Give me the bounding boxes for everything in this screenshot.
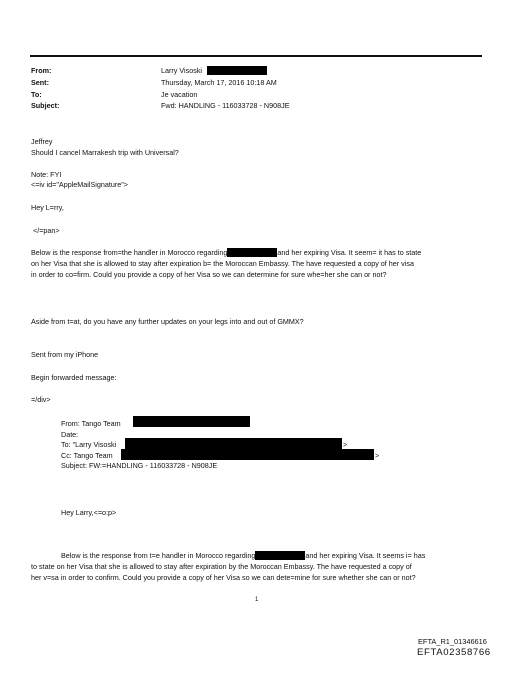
fwd-paragraph-line-1 [61,551,425,561]
fwd-cc-line [61,451,113,461]
fwd-para-text-b: and her expiring Visa. It seems i= has [305,551,426,560]
fwd-to-line [61,440,116,450]
fwd-subject-line: Subject: FW:=HANDLING - 116033728 - N908JE [61,461,218,470]
fwd-to-tail: > [343,440,348,449]
to-label: To: [31,90,42,99]
fwd-to-text: To: "Larry Visoski [61,440,117,449]
span-tag-line: </=pan> [33,226,60,235]
signature-tag-line: <=iv id="AppleMailSignature"> [31,180,129,189]
from-value [161,66,267,76]
redaction-block [255,551,305,560]
from-name: Larry Visoski [161,66,203,75]
page-number: 1 [255,597,259,603]
paragraph-1-line-1 [31,248,421,258]
begin-forwarded-line: Begin forwarded message: [31,373,117,382]
para1-text-b: and her expiring Visa. It seem= it has to state [277,248,422,257]
redaction-block [207,66,267,75]
paragraph-1-line-3: in order to co=firm. Could you provide a copy of her Visa so we can determine for sure whe=her she can or not? [31,270,387,279]
footer-bates-small: EFTA_R1_01346616 [418,637,487,646]
fwd-para-text-a: Below is the response from t=e handler in Morocco regarding [61,551,256,560]
from-label: From: [31,66,52,75]
redaction-block [227,248,277,257]
div-tag-line: =/div> [31,395,51,404]
to-value: Je vacation [161,90,198,99]
fwd-from-text: From: Tango Team [61,419,121,428]
fwd-cc-text: Cc: Tango Team [61,451,113,460]
hey-larry-line: Hey L=rry, [31,203,64,212]
redaction-block [121,449,374,460]
fwd-from-line [61,419,121,429]
subject-label: Subject: [31,101,60,110]
fwd-cc-tail: > [375,451,380,460]
paragraph-1-line-2: on her Visa that she is allowed to stay after expiration b= the Moroccan Embassy. The have requested a copy of her visa [31,259,414,268]
subject-value: Fwd: HANDLING - 116033728 - N908JE [161,101,290,110]
question-line: Should I cancel Marrakesh trip with Universal? [31,148,179,157]
redaction-block [133,416,250,427]
para1-text-a: Below is the response from=the handler in Morocco regarding [31,248,228,257]
sent-value: Thursday, March 17, 2016 10:18 AM [161,78,277,87]
sent-from-line: Sent from my iPhone [31,350,99,359]
footer-bates-number: EFTA02358766 [417,647,491,658]
fwd-paragraph-line-3: her v=sa in order to confirm. Could you provide a copy of her Visa so we can dete=mine for sure whether she can or not? [31,573,416,582]
redaction-block [125,438,342,449]
note-line: Note: FYI [31,170,62,179]
fwd-date-line: Date: [61,430,79,439]
greeting-jeffrey: Jeffrey [31,137,53,146]
fwd-hey-line: Hey Larry,<=o:p> [61,508,117,517]
aside-line: Aside from t=at, do you have any further updates on your legs into and out of GMMX? [31,317,304,326]
header-divider [30,55,482,57]
sent-label: Sent: [31,78,49,87]
fwd-paragraph-line-2: to state on her Visa that she is allowed to stay after expiration by the Moroccan Embassy. The have requested a copy of [31,562,412,571]
